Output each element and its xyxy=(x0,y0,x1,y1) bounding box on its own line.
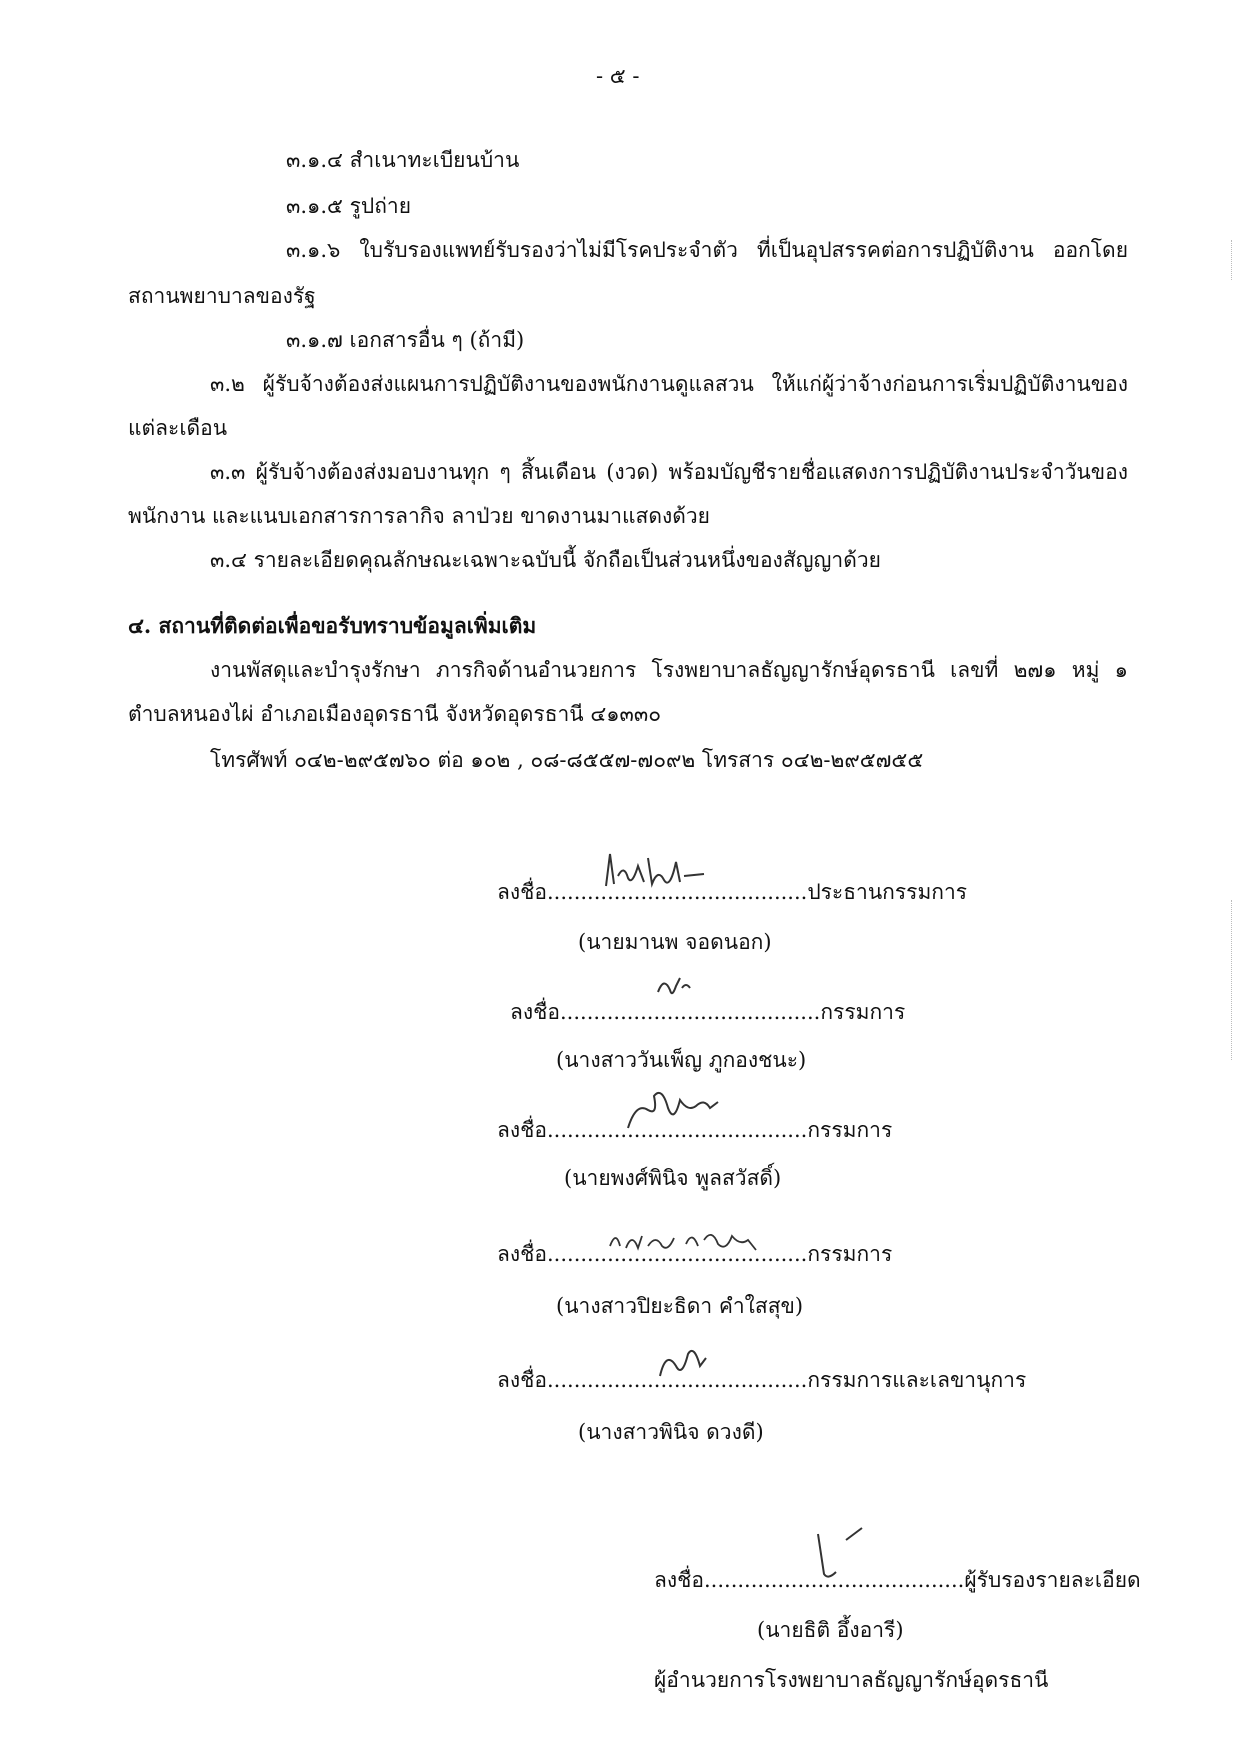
signature-line-chairman: ลงชื่อ.......................................ประธานกรรมการ xyxy=(497,880,968,904)
page-number: - ๕ - xyxy=(596,64,640,88)
address-line1: งานพัสดุและบำรุงรักษา ภารกิจด้านอำนวยการ โรงพยาบาลธัญญารักษ์อุดรธานี เลขที่ ๒๗๑ หมู่ ๑ xyxy=(210,658,1128,682)
item-3-3-line2: พนักงาน และแนบเอกสารการลากิจ ลาป่วย ขาดงานมาแสดงด้วย xyxy=(128,504,710,528)
signature-line-approver: ลงชื่อ.......................................ผู้รับรองรายละเอียด xyxy=(654,1568,1141,1592)
item-3-4: ๓.๔ รายละเอียดคุณลักษณะเฉพาะฉบับนี้ จักถือเป็นส่วนหนึ่งของสัญญาด้วย xyxy=(210,548,881,572)
item-3-1-7: ๓.๑.๗ เอกสารอื่น ๆ (ถ้ามี) xyxy=(286,328,525,352)
approver-position: ผู้อำนวยการโรงพยาบาลธัญญารักษ์อุดรธานี xyxy=(654,1668,1049,1692)
item-3-1-6-line1: ๓.๑.๖ ใบรับรองแพทย์รับรองว่าไม่มีโรคประจำตัว ที่เป็นอุปสรรคต่อการปฏิบัติงาน ออกโดย xyxy=(286,238,1128,262)
signature-name-chairman: (นายมานพ จอดนอก) xyxy=(578,930,772,954)
signature-line-secretary: ลงชื่อ.......................................กรรมการและเลขานุการ xyxy=(497,1368,1027,1392)
item-3-3-line1: ๓.๓ ผู้รับจ้างต้องส่งมอบงานทุก ๆ สิ้นเดือน (งวด) พร้อมบัญชีรายชื่อแสดงการปฏิบัติงานประจำวันของ xyxy=(210,460,1128,484)
signature-line-committee-2: ลงชื่อ.......................................กรรมการ xyxy=(497,1118,893,1142)
scan-edge-mark xyxy=(1228,240,1232,280)
section4-heading: ๔. สถานที่ติดต่อเพื่อขอรับทราบข้อมูลเพิ่มเติม xyxy=(128,613,537,638)
item-3-2-line1: ๓.๒ ผู้รับจ้างต้องส่งแผนการปฏิบัติงานของพนักงานดูแลสวน ให้แก่ผู้ว่าจ้างก่อนการเริ่มปฏิบัติงานของ xyxy=(210,372,1128,396)
signature-name-secretary: (นางสาวพินิจ ดวงดี) xyxy=(578,1420,764,1444)
item-3-1-4: ๓.๑.๔ สำเนาทะเบียนบ้าน xyxy=(286,148,520,172)
phone-line: โทรศัพท์ ๐๔๒-๒๙๕๗๖๐ ต่อ ๑๐๒ , ๐๘-๘๕๕๗-๗๐๙๒ โทรสาร ๐๔๒-๒๙๕๗๕๕ xyxy=(210,748,924,772)
signature-name-approver: (นายธิติ อึ้งอารี) xyxy=(757,1618,904,1642)
signature-line-committee-3: ลงชื่อ.......................................กรรมการ xyxy=(497,1242,893,1266)
address-line2: ตำบลหนองไผ่ อำเภอเมืองอุดรธานี จังหวัดอุดรธานี ๔๑๓๓๐ xyxy=(128,702,662,726)
signature-name-committee-2: (นายพงศ์พินิจ พูลสวัสดิ์) xyxy=(564,1166,782,1190)
signature-line-committee-1: ลงชื่อ.......................................กรรมการ xyxy=(510,1000,906,1024)
item-3-1-6-line2: สถานพยาบาลของรัฐ xyxy=(128,284,316,308)
signature-name-committee-3: (นางสาวปิยะธิดา คำใสสุข) xyxy=(556,1294,804,1318)
item-3-1-5: ๓.๑.๕ รูปถ่าย xyxy=(286,194,412,218)
scan-edge-mark xyxy=(1228,900,1232,1060)
signature-name-committee-1: (นางสาววันเพ็ญ ภูกองชนะ) xyxy=(556,1048,807,1072)
item-3-2-line2: แต่ละเดือน xyxy=(128,416,228,440)
